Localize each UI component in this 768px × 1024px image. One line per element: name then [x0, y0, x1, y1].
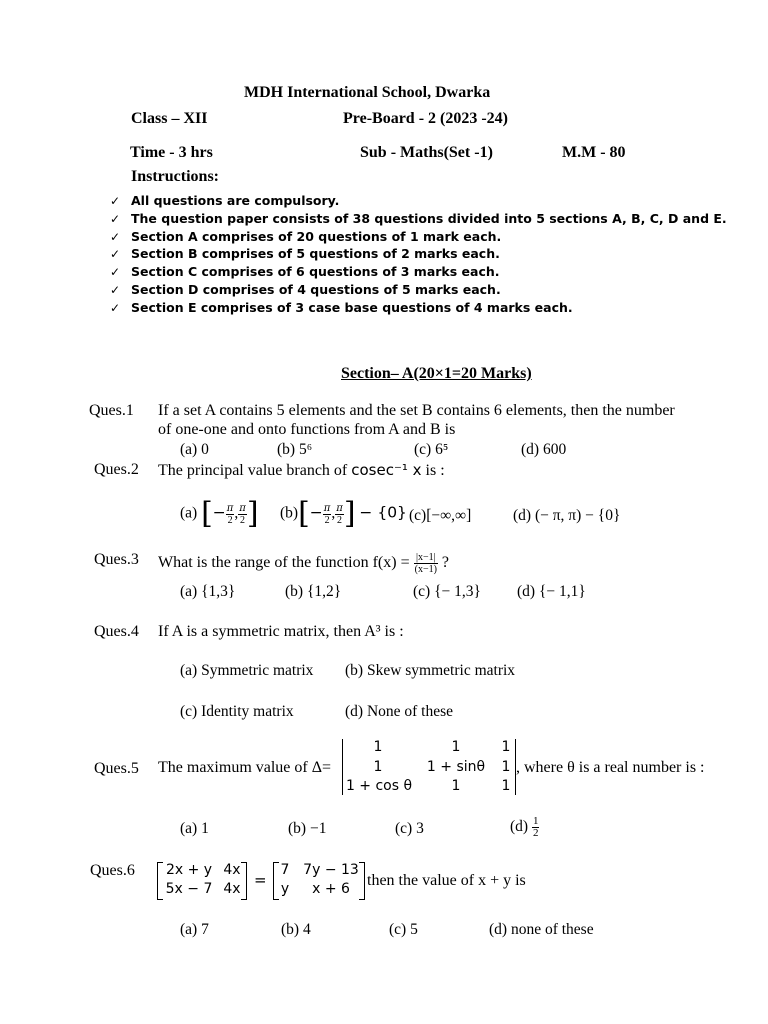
q3-text: What is the range of the function f(x) = $\frac{|x-1|}{(x-1)}$ ? [158, 552, 450, 575]
q5-determinant [342, 739, 516, 795]
q1-label: Ques.1 [89, 402, 134, 419]
q4-label: Ques.4 [94, 623, 139, 640]
check-icon: ✓ [110, 247, 121, 261]
q6-left-matrix [157, 862, 247, 900]
q1-option-c: (c) 6⁵ [414, 441, 449, 458]
check-icon: ✓ [110, 194, 121, 208]
q2-text: The principal value branch of cosec⁻¹ x is : [158, 461, 445, 479]
matrix-cell: x + 6 [312, 881, 350, 897]
instruction-text: Section A comprises of 20 questions of 1 mark each. [131, 229, 502, 244]
matrix-cell: 1 [501, 739, 511, 755]
q2-expression: cosec⁻¹ x [351, 461, 422, 479]
q1-text-line2: of one-one and onto functions from A and B is [158, 421, 456, 438]
q4-option-b: (b) Skew symmetric matrix [345, 662, 516, 679]
school-name: MDH International School, Dwarka [244, 84, 491, 101]
q6-option-b: (b) 4 [281, 921, 311, 938]
q5-option-d: (d) $\frac{1}{2}$ [510, 815, 539, 839]
check-icon: ✓ [110, 265, 121, 279]
q6-equals: = [254, 871, 267, 889]
class-label: Class – XII [131, 110, 208, 127]
section-a-title: Section– A(20×1=20 Marks) [341, 365, 532, 382]
instructions-title: Instructions: [131, 168, 220, 185]
instruction-text: All questions are compulsory. [131, 193, 340, 208]
check-icon: ✓ [110, 283, 121, 297]
q6-option-d: (d) none of these [489, 921, 594, 938]
q4-text: If A is a symmetric matrix, then A³ is : [158, 623, 404, 640]
list-item [110, 192, 120, 210]
instruction-text: The question paper consists of 38 questions divided into 5 sections A, B, C, D and E. [131, 211, 727, 226]
matrix-cell: 1 [501, 778, 511, 794]
max-marks-label: M.M - 80 [562, 144, 626, 161]
q1-option-d: (d) 600 [521, 441, 567, 458]
q6-right-matrix [273, 862, 365, 900]
q1-option-a: (a) 0 [180, 441, 209, 458]
subject-label: Sub - Maths(Set -1) [360, 144, 493, 161]
matrix-cell: 4x [223, 862, 241, 878]
instruction-text: Section D comprises of 4 questions of 5 marks each. [131, 282, 501, 297]
q5-option-a: (a) 1 [180, 820, 209, 837]
q4-option-a: (a) Symmetric matrix [180, 662, 314, 679]
matrix-cell: 1 + sinθ [426, 759, 486, 775]
q2-option-d: (d) (− π, π) − {0} [513, 507, 621, 524]
q3-label: Ques.3 [94, 551, 139, 568]
q3-option-d: (d) {− 1,1} [517, 583, 586, 600]
instruction-text: Section B comprises of 5 questions of 2 marks each. [131, 246, 500, 261]
q4-option-d: (d) None of these [345, 703, 454, 720]
q5-option-c: (c) 3 [395, 820, 424, 837]
matrix-cell: 1 [501, 759, 511, 775]
q3-option-c: (c) {− 1,3} [413, 583, 481, 600]
matrix-cell: 5x − 7 [165, 881, 213, 897]
q2-label: Ques.2 [94, 461, 139, 478]
instruction-text: Section E comprises of 3 case base questions of 4 marks each. [131, 300, 573, 315]
q6-text: then the value of x + y is [367, 872, 526, 889]
matrix-cell: 7y − 13 [303, 862, 359, 878]
q2-option-c: (c)[−∞,∞] [409, 507, 472, 524]
q1-option-b: (b) 5⁶ [277, 441, 313, 458]
q3-option-b: (b) {1,2} [285, 583, 342, 600]
q2-option-b: (b)[− $\frac{\pi}{2}$ , $\frac{\pi}{2}$ ] − {0} [280, 496, 407, 531]
q5-label: Ques.5 [94, 760, 139, 777]
q4-option-c: (c) Identity matrix [180, 703, 294, 720]
matrix-cell: 1 + cos θ [345, 778, 413, 794]
q6-option-a: (a) 7 [180, 921, 209, 938]
instruction-text: Section C comprises of 6 questions of 3 marks each. [131, 264, 500, 279]
q5-text: The maximum value of Δ= [158, 759, 332, 776]
q2-option-a: (a) [− $\frac{\pi}{2}$ , $\frac{\pi}{2}$ ] [180, 496, 259, 531]
matrix-cell: 1 [451, 778, 461, 794]
matrix-cell: 1 [373, 759, 383, 775]
check-icon: ✓ [110, 230, 121, 244]
check-icon: ✓ [110, 301, 121, 315]
matrix-cell: 1 [373, 739, 383, 755]
check-icon: ✓ [110, 212, 121, 226]
matrix-cell: 1 [451, 739, 461, 755]
q3-option-a: (a) {1,3} [180, 583, 236, 600]
q6-label: Ques.6 [90, 862, 135, 879]
matrix-cell: 2x + y [165, 862, 213, 878]
matrix-cell: 4x [223, 881, 241, 897]
time-label: Time - 3 hrs [130, 144, 213, 161]
q5-text-tail: , where θ is a real number is : [516, 759, 705, 776]
matrix-cell: 7 [280, 862, 290, 878]
q6-option-c: (c) 5 [389, 921, 418, 938]
matrix-cell: y [280, 881, 290, 897]
q1-text-line1: If a set A contains 5 elements and the set B contains 6 elements, then the number [158, 402, 675, 419]
q5-option-b: (b) −1 [288, 820, 327, 837]
exam-label: Pre-Board - 2 (2023 -24) [343, 110, 508, 127]
